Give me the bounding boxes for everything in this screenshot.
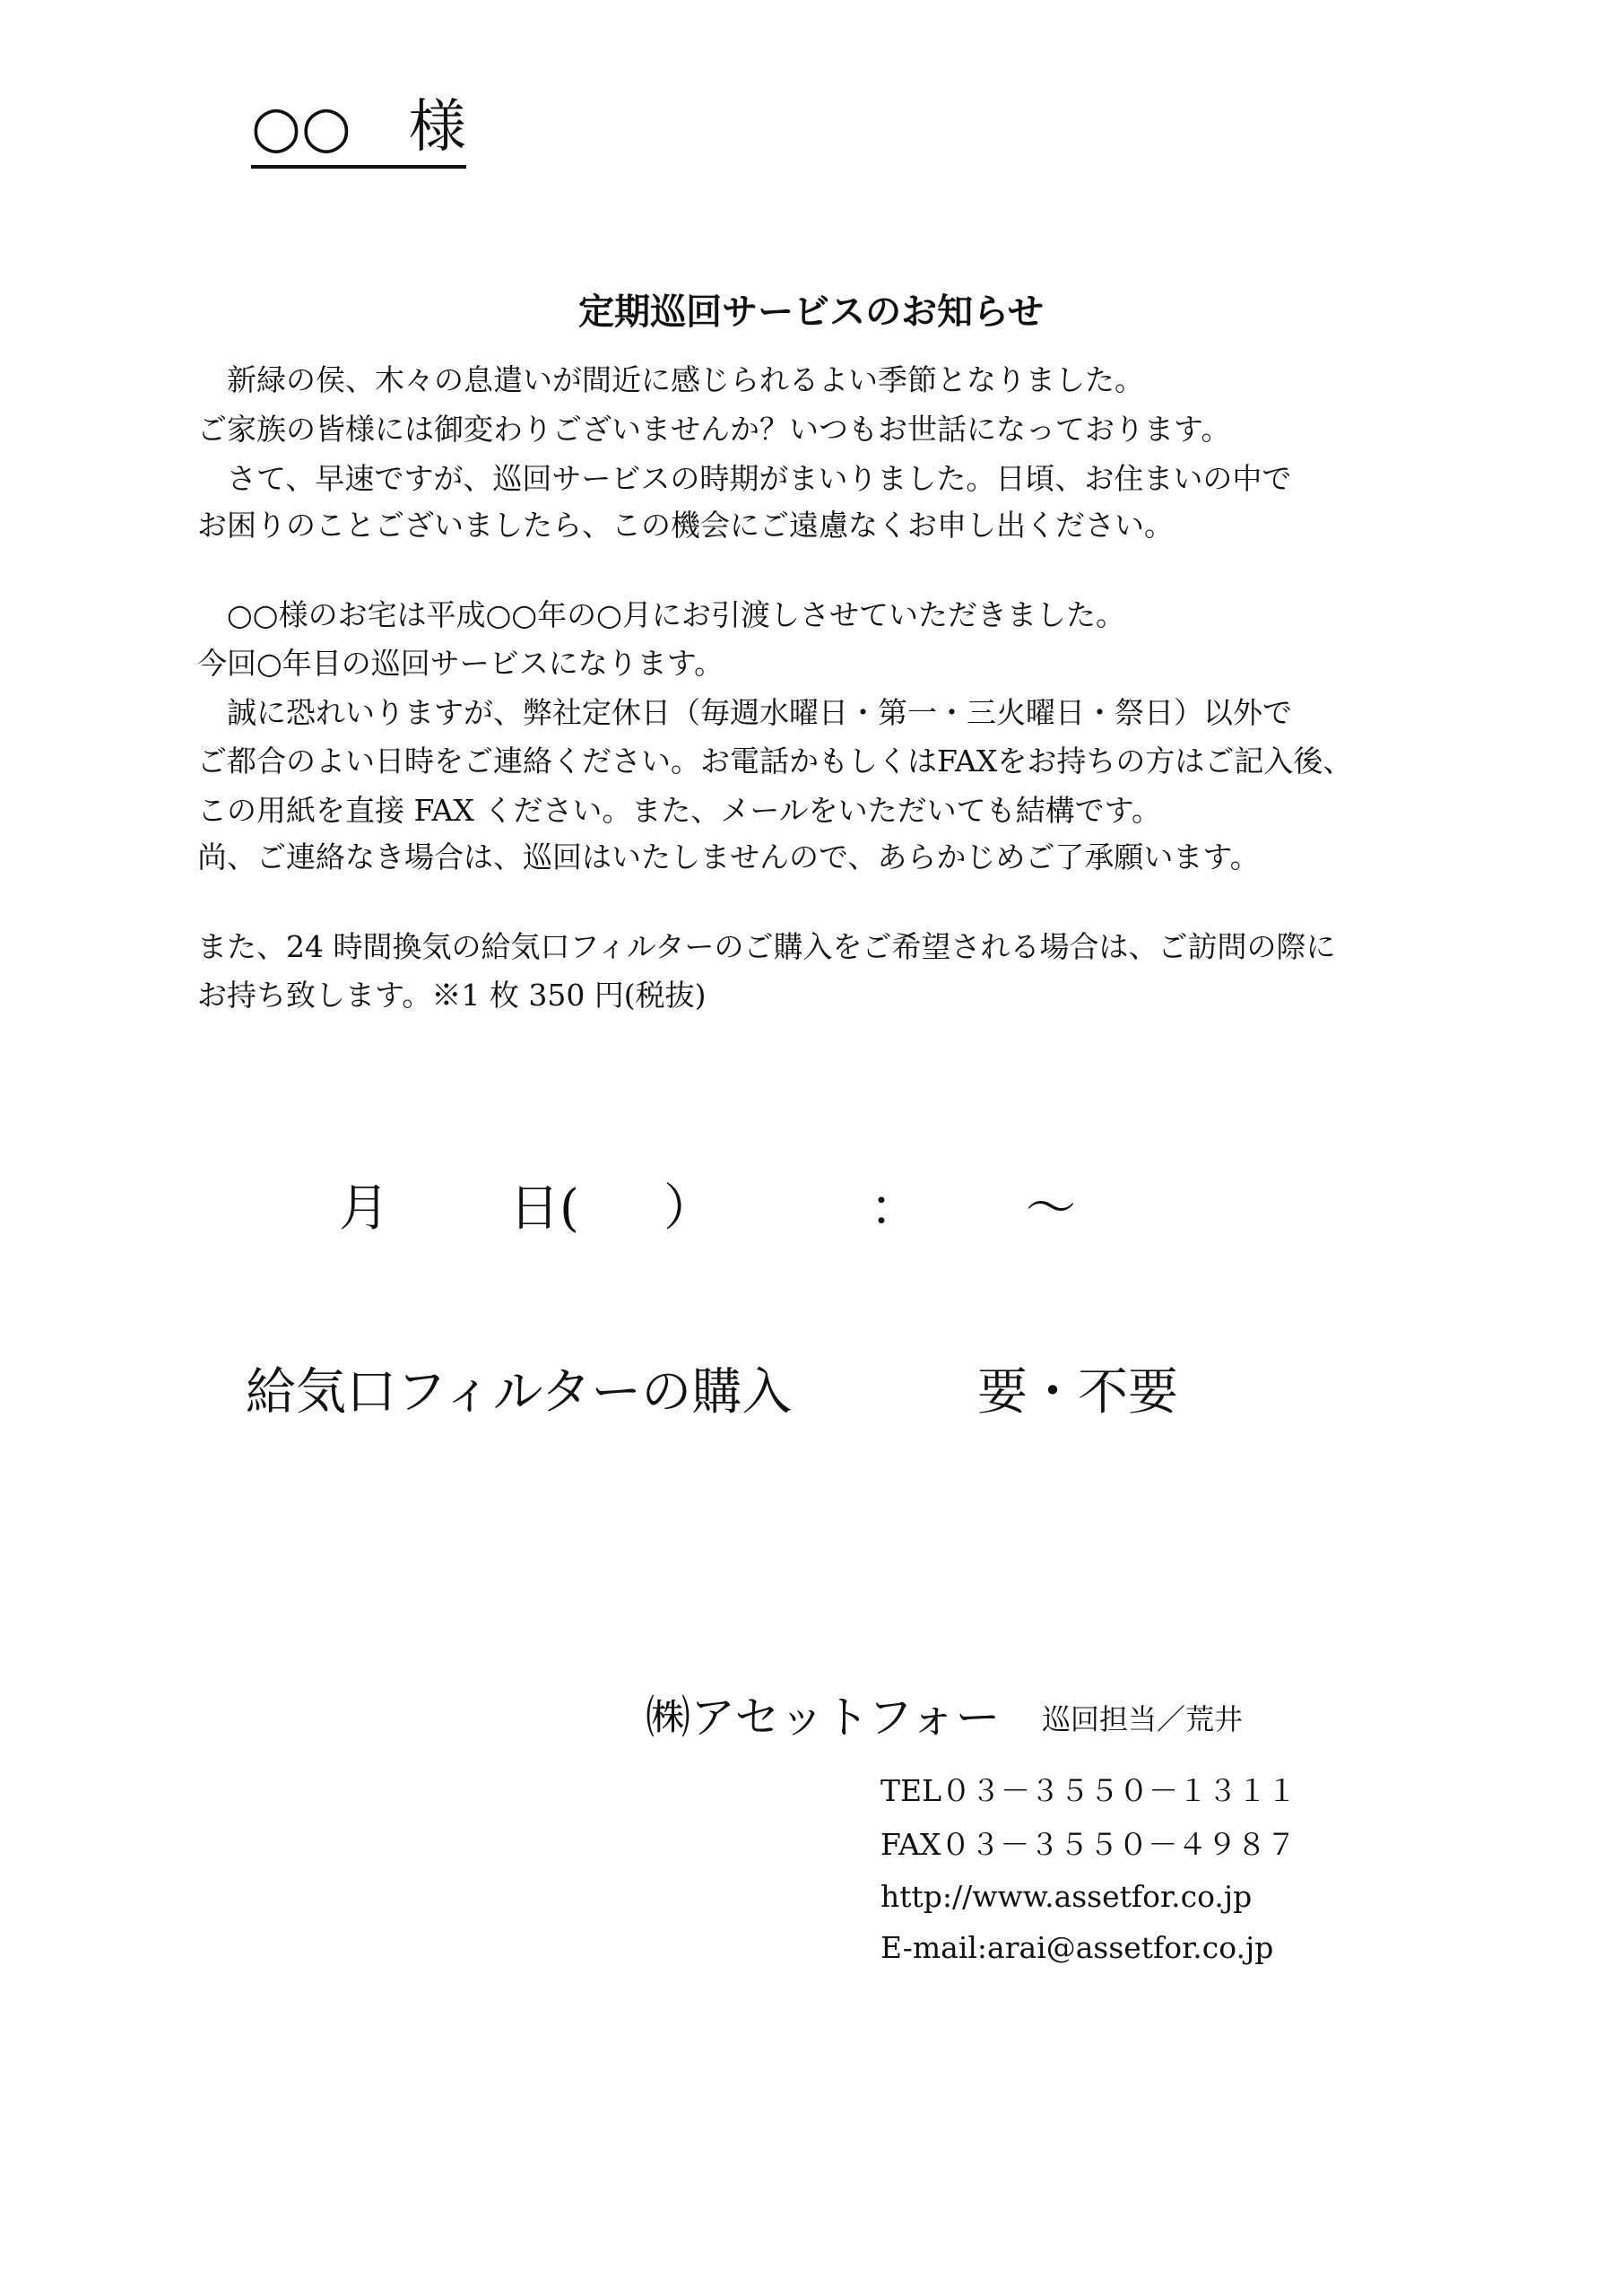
body-line: 誠に恐れいりますが、弊社定休日（毎週水曜日・第一・三火曜日・祭日）以外で xyxy=(197,695,1292,730)
filter-purchase-label: 給気口フィルターの購入 xyxy=(246,1363,793,1422)
day-label: 日( xyxy=(509,1179,579,1238)
body-line: また、24 時間換気の給気口フィルターのご購入をご希望される場合は、ご訪問の際に xyxy=(197,929,1336,964)
contact-fax: FAX０３－３５５０－４９８７ xyxy=(880,1827,1297,1862)
contact-email: E-mail:arai@assetfor.co.jp xyxy=(880,1930,1274,1965)
body-line: 今回○年目の巡回サービスになります。 xyxy=(197,646,724,681)
body-line: お持ち致します。※1 枚 350 円(税抜) xyxy=(197,978,707,1013)
month-label: 月 xyxy=(339,1179,389,1238)
contact-url: http://www.assetfor.co.jp xyxy=(880,1879,1253,1914)
body-line: この用紙を直接 FAX ください。また、メールをいただいても結構です。 xyxy=(197,793,1162,828)
body-line: ご都合のよい日時をご連絡ください。お電話かもしくはFAXをお持ちの方はご記入後、 xyxy=(197,744,1353,778)
recipient-name: ○○ 様 xyxy=(251,91,466,169)
body-line: 新緑の侯、木々の息遣いが間近に感じられるよい季節となりました。 xyxy=(197,362,1144,397)
body-line: 尚、ご連絡なき場合は、巡回はいたしませんので、あらかじめご了承願います。 xyxy=(197,839,1260,874)
body-line: ご家族の皆様には御変わりございませんか？いつもお世話になっております。 xyxy=(197,412,1231,447)
body-line: ○○様のお宅は平成○○年の○月にお引渡しさせていただきました。 xyxy=(197,597,1125,632)
contact-tel: TEL０３－３５５０－１３１１ xyxy=(880,1773,1297,1808)
time-colon: ： xyxy=(870,1179,920,1238)
body-line: さて、早速ですが、巡回サービスの時期がまいりました。日頃、お住まいの中で xyxy=(197,461,1292,496)
body-line: お困りのことございましたら、この機会にご遠慮なくお申し出ください。 xyxy=(197,508,1174,543)
filter-purchase-options: 要・不要 xyxy=(977,1363,1178,1422)
company-name: ㈱アセットフォー xyxy=(646,1692,1001,1744)
representative: 巡回担当／荒井 xyxy=(1042,1702,1244,1736)
notice-title: 定期巡回サービスのお知らせ xyxy=(578,291,1044,333)
time-range-tilde: ～ xyxy=(1026,1179,1076,1238)
weekday-close-paren: ） xyxy=(664,1179,714,1238)
